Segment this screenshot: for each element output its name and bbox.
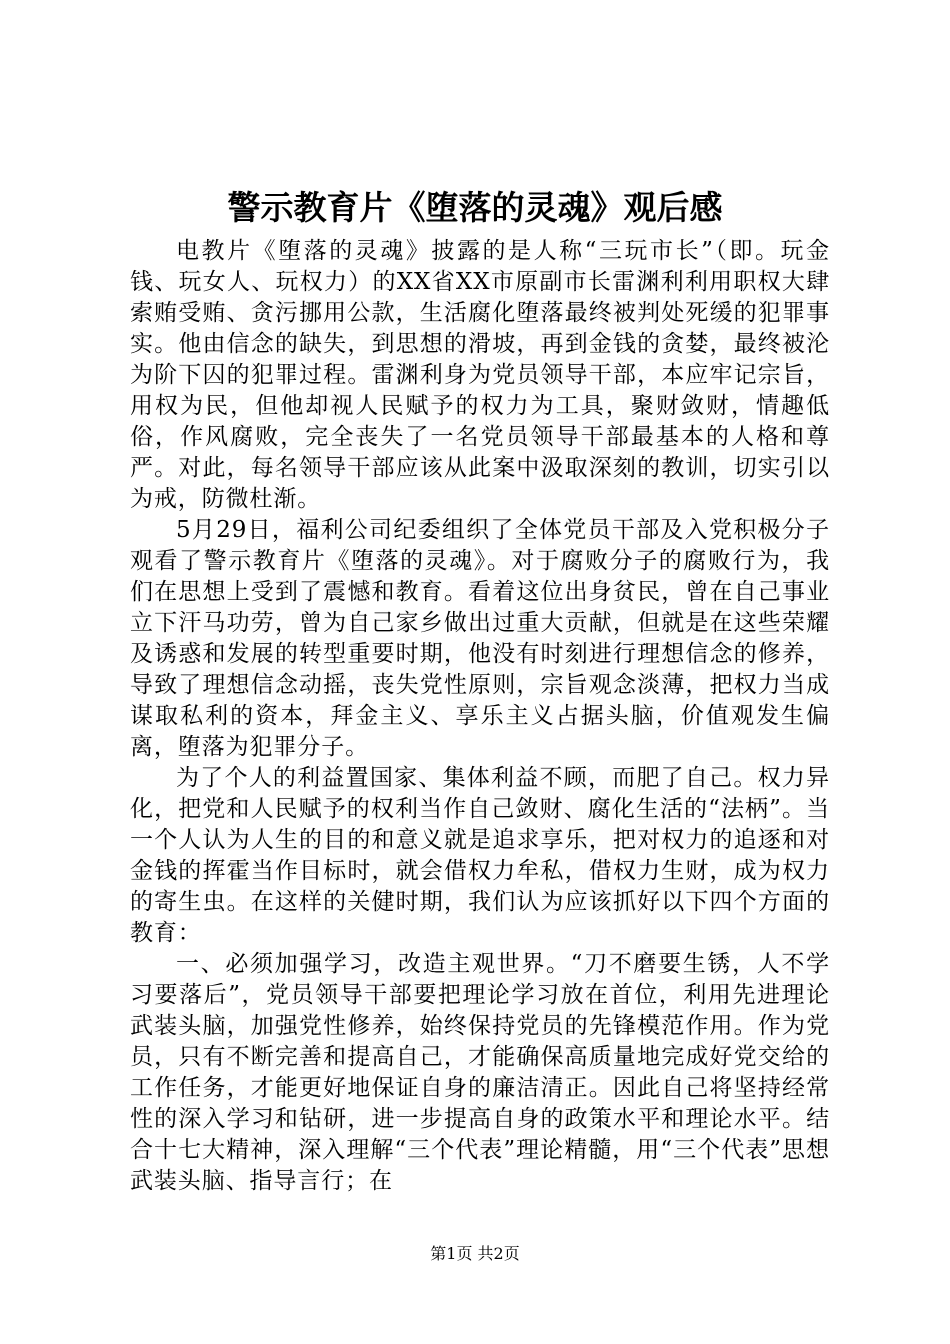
page-number-footer: 第1页 共2页 (430, 1244, 520, 1263)
document-body (130, 236, 830, 1196)
paragraph-4: 一、必须加强学习，改造主观世界。“刀不磨要生锈，人不学习要落后”，党员领导干部要把理论学习放在首位，利用先进理论武装头脑，加强党性修养，始终保持党员的先锋模范作用。作为党员，只有不断完善和提高自己，才能确保高质量地完成好党交给的工作任务，才能更好地保证自身的廉洁清正。因此自己将坚持经常性的深入学习和钻研，进一步提高自身的政策水平和理论水平。结合十七大精神，深入理解“三个代表”理论精髓，用“三个代表”思想武装头脑、指导言行；在 (130, 951, 830, 1194)
paragraph-2: 5月29日，福利公司纪委组织了全体党员干部及入党积极分子观看了警示教育片《堕落的灵魂》。对于腐败分子的腐败行为，我们在思想上受到了震憾和教育。看着这位出身贫民，曾在自己事业立下汗马功劳，曾为自己家乡做出过重大贡献，但就是在这些荣耀及诱惑和发展的转型重要时期，他没有时刻进行理想信念的修养，导致了理想信念动摇，丧失党性原则，宗旨观念淡薄，把权力当成谋取私利的资本，拜金主义、享乐主义占据头脑，价值观发生偏离，堕落为犯罪分子。 (130, 517, 830, 760)
paragraph-3: 为了个人的利益置国家、集体利益不顾，而肥了自己。权力异化，把党和人民赋予的权利当作自己敛财、腐化生活的“法柄”。当一个人认为人生的目的和意义就是追求享乐，把对权力的追逐和对金钱的挥霍当作目标时，就会借权力牟私，借权力生财，成为权力的寄生虫。在这样的关健时期，我们认为应该抓好以下四个方面的教育： (130, 765, 830, 946)
paragraph-1: 电教片《堕落的灵魂》披露的是人称“三玩市长”（即。玩金钱、玩女人、玩权力）的XX省XX市原副市长雷渊利利用职权大肆索贿受贿、贪污挪用公款，生活腐化堕落最终被判处死缓的犯罪事实。他由信念的缺失，到思想的滑坡，再到金钱的贪婪，最终被沦为阶下囚的犯罪过程。雷渊利身为党员领导干部，本应牢记宗旨，用权为民，但他却视人民赋予的权力为工具，聚财敛财，情趣低俗，作风腐败，完全丧失了一名党员领导干部最基本的人格和尊严。对此，每名领导干部应该从此案中汲取深刻的教训，切实引以为戒，防微杜渐。 (130, 238, 830, 512)
document-title: 警示教育片《堕落的灵魂》观后感 (227, 188, 723, 227)
